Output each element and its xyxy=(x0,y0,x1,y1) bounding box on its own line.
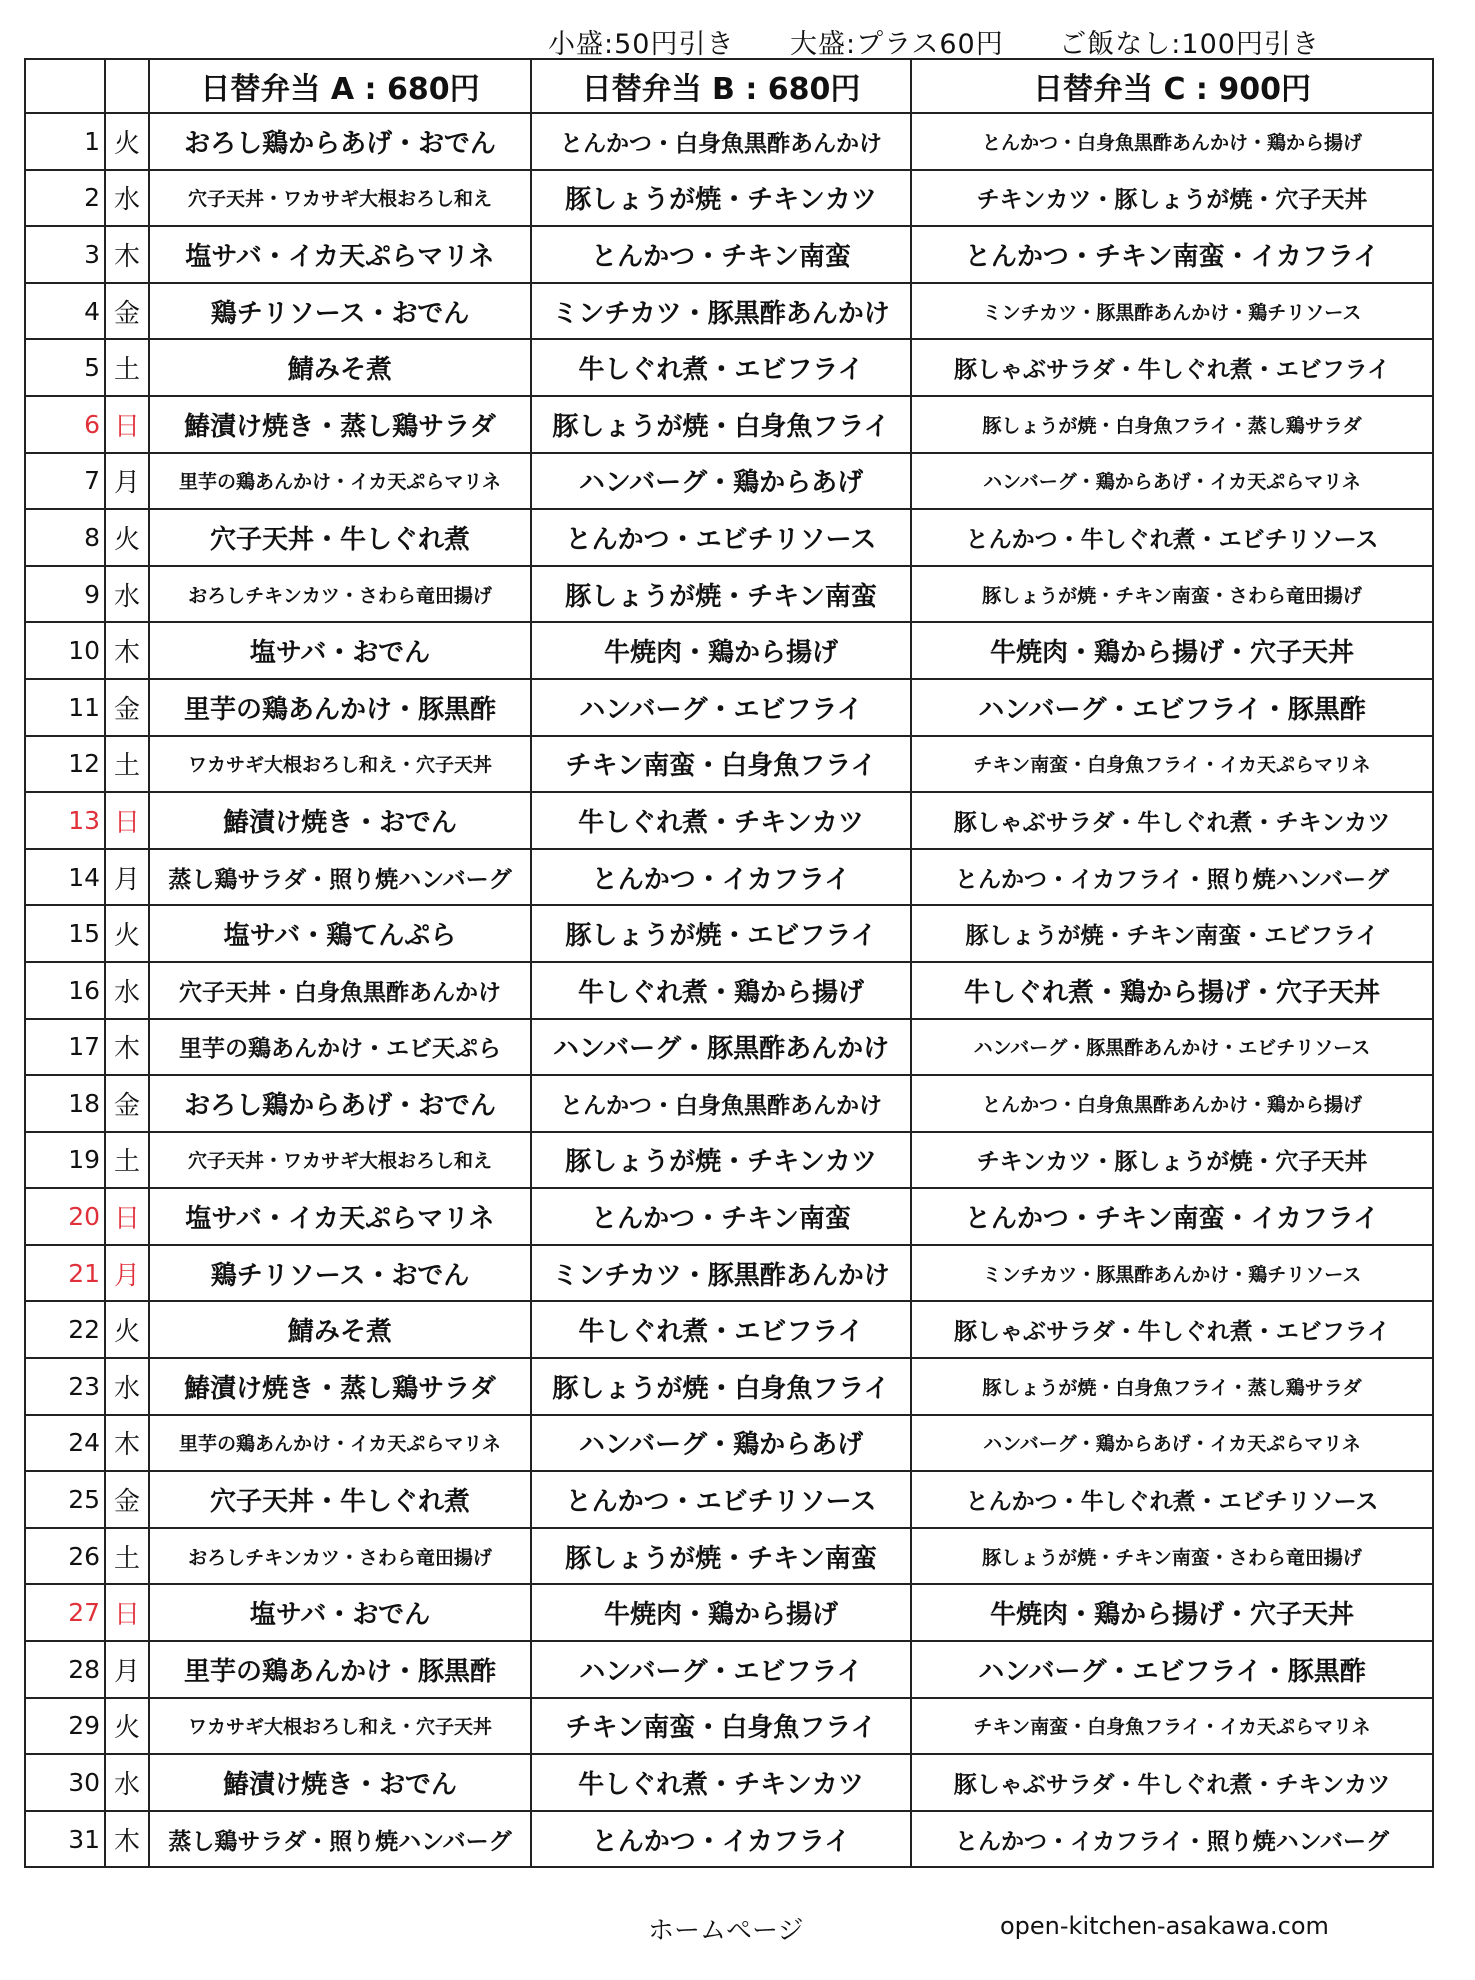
day-number: 29 xyxy=(25,1698,105,1755)
day-of-week: 土 xyxy=(105,339,149,396)
bento-b-menu: チキン南蛮・白身魚フライ xyxy=(531,736,911,793)
bento-c-menu: チキン南蛮・白身魚フライ・イカ天ぷらマリネ xyxy=(911,1698,1433,1755)
note-small: 小盛:50円引き xyxy=(548,29,735,60)
bento-a-menu: 里芋の鶏あんかけ・エビ天ぷら xyxy=(149,1019,531,1076)
bento-a-menu: 里芋の鶏あんかけ・豚黒酢 xyxy=(149,679,531,736)
bento-a-menu: おろし鶏からあげ・おでん xyxy=(149,113,531,170)
bento-a-menu: 鶏チリソース・おでん xyxy=(149,1245,531,1302)
bento-a-menu: 鰆漬け焼き・おでん xyxy=(149,1754,531,1811)
day-number: 25 xyxy=(25,1471,105,1528)
bento-c-menu: とんかつ・白身魚黒酢あんかけ・鶏から揚げ xyxy=(911,113,1433,170)
bento-a-menu: ワカサギ大根おろし和え・穴子天丼 xyxy=(149,736,531,793)
bento-a-menu: 鯖みそ煮 xyxy=(149,1301,531,1358)
bento-a-menu: 鰆漬け焼き・蒸し鶏サラダ xyxy=(149,1358,531,1415)
day-number: 21 xyxy=(25,1245,105,1302)
day-number: 14 xyxy=(25,849,105,906)
bento-a-menu: 鰆漬け焼き・蒸し鶏サラダ xyxy=(149,396,531,453)
day-of-week: 日 xyxy=(105,396,149,453)
bento-b-menu: ミンチカツ・豚黒酢あんかけ xyxy=(531,1245,911,1302)
table-row xyxy=(25,396,1433,453)
bento-a-menu: 穴子天丼・牛しぐれ煮 xyxy=(149,1471,531,1528)
day-of-week: 土 xyxy=(105,736,149,793)
day-number: 2 xyxy=(25,170,105,227)
bento-b-menu: 牛焼肉・鶏から揚げ xyxy=(531,1584,911,1641)
table-row xyxy=(25,1471,1433,1528)
bento-c-menu: 牛しぐれ煮・鶏から揚げ・穴子天丼 xyxy=(911,962,1433,1019)
day-number: 15 xyxy=(25,905,105,962)
day-of-week: 木 xyxy=(105,622,149,679)
bento-c-menu: 豚しゃぶサラダ・牛しぐれ煮・エビフライ xyxy=(911,339,1433,396)
bento-c-menu: 豚しょうが焼・チキン南蛮・さわら竜田揚げ xyxy=(911,1528,1433,1585)
bento-a-menu: 塩サバ・鶏てんぷら xyxy=(149,905,531,962)
bento-b-menu: 牛しぐれ煮・チキンカツ xyxy=(531,792,911,849)
footer-url[interactable]: open-kitchen-asakawa.com xyxy=(1000,1912,1329,1940)
table-row xyxy=(25,1528,1433,1585)
bento-c-menu: とんかつ・イカフライ・照り焼ハンバーグ xyxy=(911,849,1433,906)
bento-a-menu: 蒸し鶏サラダ・照り焼ハンバーグ xyxy=(149,849,531,906)
bento-a-menu: 穴子天丼・白身魚黒酢あんかけ xyxy=(149,962,531,1019)
table-row xyxy=(25,1584,1433,1641)
bento-a-menu: 塩サバ・おでん xyxy=(149,622,531,679)
bento-b-menu: とんかつ・白身魚黒酢あんかけ xyxy=(531,113,911,170)
bento-a-menu: 穴子天丼・ワカサギ大根おろし和え xyxy=(149,1132,531,1189)
bento-c-menu: とんかつ・チキン南蛮・イカフライ xyxy=(911,1188,1433,1245)
bento-a-menu: 蒸し鶏サラダ・照り焼ハンバーグ xyxy=(149,1811,531,1868)
bento-c-menu: とんかつ・牛しぐれ煮・エビチリソース xyxy=(911,509,1433,566)
table-row xyxy=(25,226,1433,283)
day-number: 10 xyxy=(25,622,105,679)
table-row xyxy=(25,566,1433,623)
table-row xyxy=(25,622,1433,679)
bento-c-menu: ハンバーグ・エビフライ・豚黒酢 xyxy=(911,1641,1433,1698)
day-of-week: 火 xyxy=(105,113,149,170)
day-number: 27 xyxy=(25,1584,105,1641)
bento-a-menu: 穴子天丼・ワカサギ大根おろし和え xyxy=(149,170,531,227)
bento-a-menu: 鶏チリソース・おでん xyxy=(149,283,531,340)
table-row xyxy=(25,453,1433,510)
table-row xyxy=(25,962,1433,1019)
bento-b-menu: とんかつ・エビチリソース xyxy=(531,1471,911,1528)
table-row xyxy=(25,1019,1433,1076)
day-of-week: 水 xyxy=(105,170,149,227)
day-number: 3 xyxy=(25,226,105,283)
bento-b-menu: とんかつ・エビチリソース xyxy=(531,509,911,566)
day-of-week: 月 xyxy=(105,1641,149,1698)
bento-c-menu: チキン南蛮・白身魚フライ・イカ天ぷらマリネ xyxy=(911,736,1433,793)
day-of-week: 木 xyxy=(105,226,149,283)
day-of-week: 月 xyxy=(105,453,149,510)
bento-c-menu: 豚しゃぶサラダ・牛しぐれ煮・エビフライ xyxy=(911,1301,1433,1358)
day-of-week: 水 xyxy=(105,962,149,1019)
day-of-week: 土 xyxy=(105,1132,149,1189)
day-number: 18 xyxy=(25,1075,105,1132)
bento-b-menu: 牛しぐれ煮・エビフライ xyxy=(531,339,911,396)
day-of-week: 日 xyxy=(105,1188,149,1245)
day-number: 20 xyxy=(25,1188,105,1245)
header-row xyxy=(25,59,1433,113)
day-number: 8 xyxy=(25,509,105,566)
bento-b-menu: 牛焼肉・鶏から揚げ xyxy=(531,622,911,679)
table-row xyxy=(25,339,1433,396)
bento-c-menu: とんかつ・白身魚黒酢あんかけ・鶏から揚げ xyxy=(911,1075,1433,1132)
bento-c-menu: 豚しょうが焼・チキン南蛮・エビフライ xyxy=(911,905,1433,962)
table-row xyxy=(25,1301,1433,1358)
bento-a-menu: 塩サバ・イカ天ぷらマリネ xyxy=(149,1188,531,1245)
table-row xyxy=(25,1245,1433,1302)
day-number: 30 xyxy=(25,1754,105,1811)
day-number: 24 xyxy=(25,1415,105,1472)
table-row xyxy=(25,849,1433,906)
day-number: 31 xyxy=(25,1811,105,1868)
bento-c-menu: ハンバーグ・鶏からあげ・イカ天ぷらマリネ xyxy=(911,1415,1433,1472)
bento-b-menu: とんかつ・チキン南蛮 xyxy=(531,226,911,283)
day-of-week: 火 xyxy=(105,1301,149,1358)
day-number: 28 xyxy=(25,1641,105,1698)
table-row xyxy=(25,509,1433,566)
day-number: 5 xyxy=(25,339,105,396)
bento-b-menu: 豚しょうが焼・エビフライ xyxy=(531,905,911,962)
day-of-week: 金 xyxy=(105,283,149,340)
day-of-week: 火 xyxy=(105,1698,149,1755)
bento-b-menu: 豚しょうが焼・チキンカツ xyxy=(531,170,911,227)
table-row xyxy=(25,1415,1433,1472)
bento-b-menu: ハンバーグ・鶏からあげ xyxy=(531,1415,911,1472)
day-of-week: 日 xyxy=(105,792,149,849)
bento-b-menu: 豚しょうが焼・チキン南蛮 xyxy=(531,1528,911,1585)
bento-a-menu: 塩サバ・おでん xyxy=(149,1584,531,1641)
bento-c-menu: 牛焼肉・鶏から揚げ・穴子天丼 xyxy=(911,622,1433,679)
bento-c-menu: チキンカツ・豚しょうが焼・穴子天丼 xyxy=(911,1132,1433,1189)
bento-b-menu: 豚しょうが焼・チキンカツ xyxy=(531,1132,911,1189)
bento-c-menu: チキンカツ・豚しょうが焼・穴子天丼 xyxy=(911,170,1433,227)
day-number: 19 xyxy=(25,1132,105,1189)
bento-c-menu: ハンバーグ・エビフライ・豚黒酢 xyxy=(911,679,1433,736)
bento-c-menu: 豚しょうが焼・チキン南蛮・さわら竜田揚げ xyxy=(911,566,1433,623)
price-notes xyxy=(548,22,1366,61)
table-row xyxy=(25,679,1433,736)
day-of-week: 木 xyxy=(105,1811,149,1868)
day-number: 22 xyxy=(25,1301,105,1358)
bento-b-menu: チキン南蛮・白身魚フライ xyxy=(531,1698,911,1755)
day-of-week: 土 xyxy=(105,1528,149,1585)
table-row xyxy=(25,1132,1433,1189)
header-bento-b: 日替弁当 B : 680円 xyxy=(531,59,911,113)
bento-c-menu: 豚しょうが焼・白身魚フライ・蒸し鶏サラダ xyxy=(911,1358,1433,1415)
day-of-week: 日 xyxy=(105,1584,149,1641)
table-row xyxy=(25,283,1433,340)
bento-b-menu: 豚しょうが焼・白身魚フライ xyxy=(531,1358,911,1415)
day-of-week: 金 xyxy=(105,1075,149,1132)
table-row xyxy=(25,1754,1433,1811)
day-number: 13 xyxy=(25,792,105,849)
day-of-week: 水 xyxy=(105,566,149,623)
header-dow xyxy=(105,59,149,113)
table-row xyxy=(25,170,1433,227)
day-number: 7 xyxy=(25,453,105,510)
bento-c-menu: とんかつ・チキン南蛮・イカフライ xyxy=(911,226,1433,283)
bento-b-menu: 豚しょうが焼・チキン南蛮 xyxy=(531,566,911,623)
bento-a-menu: 鰆漬け焼き・おでん xyxy=(149,792,531,849)
table-row xyxy=(25,1188,1433,1245)
day-number: 4 xyxy=(25,283,105,340)
bento-a-menu: 里芋の鶏あんかけ・イカ天ぷらマリネ xyxy=(149,453,531,510)
table-row xyxy=(25,113,1433,170)
table-row xyxy=(25,1641,1433,1698)
day-number: 1 xyxy=(25,113,105,170)
bento-c-menu: とんかつ・牛しぐれ煮・エビチリソース xyxy=(911,1471,1433,1528)
day-of-week: 木 xyxy=(105,1019,149,1076)
bento-a-menu: おろし鶏からあげ・おでん xyxy=(149,1075,531,1132)
bento-b-menu: とんかつ・イカフライ xyxy=(531,1811,911,1868)
bento-b-menu: ハンバーグ・豚黒酢あんかけ xyxy=(531,1019,911,1076)
table-row xyxy=(25,792,1433,849)
footer-homepage-label: ホームページ xyxy=(648,1916,804,1946)
note-no-rice: ご飯なし:100円引き xyxy=(1059,29,1320,60)
day-number: 17 xyxy=(25,1019,105,1076)
table-row xyxy=(25,1358,1433,1415)
bento-a-menu: ワカサギ大根おろし和え・穴子天丼 xyxy=(149,1698,531,1755)
bento-a-menu: おろしチキンカツ・さわら竜田揚げ xyxy=(149,566,531,623)
header-bento-a: 日替弁当 A : 680円 xyxy=(149,59,531,113)
bento-b-menu: とんかつ・イカフライ xyxy=(531,849,911,906)
bento-b-menu: ハンバーグ・エビフライ xyxy=(531,679,911,736)
table-row xyxy=(25,905,1433,962)
day-of-week: 水 xyxy=(105,1358,149,1415)
header-day xyxy=(25,59,105,113)
bento-c-menu: ミンチカツ・豚黒酢あんかけ・鶏チリソース xyxy=(911,1245,1433,1302)
bento-c-menu: 豚しゃぶサラダ・牛しぐれ煮・チキンカツ xyxy=(911,1754,1433,1811)
day-of-week: 火 xyxy=(105,905,149,962)
day-of-week: 金 xyxy=(105,679,149,736)
bento-b-menu: とんかつ・白身魚黒酢あんかけ xyxy=(531,1075,911,1132)
bento-a-menu: 里芋の鶏あんかけ・イカ天ぷらマリネ xyxy=(149,1415,531,1472)
bento-a-menu: 鯖みそ煮 xyxy=(149,339,531,396)
bento-a-menu: 塩サバ・イカ天ぷらマリネ xyxy=(149,226,531,283)
day-number: 12 xyxy=(25,736,105,793)
day-number: 26 xyxy=(25,1528,105,1585)
header-bento-c: 日替弁当 C : 900円 xyxy=(911,59,1433,113)
day-number: 16 xyxy=(25,962,105,1019)
bento-a-menu: 里芋の鶏あんかけ・豚黒酢 xyxy=(149,1641,531,1698)
day-of-week: 金 xyxy=(105,1471,149,1528)
day-number: 6 xyxy=(25,396,105,453)
day-number: 11 xyxy=(25,679,105,736)
bento-c-menu: 牛焼肉・鶏から揚げ・穴子天丼 xyxy=(911,1584,1433,1641)
day-of-week: 木 xyxy=(105,1415,149,1472)
day-of-week: 水 xyxy=(105,1754,149,1811)
table-row xyxy=(25,1811,1433,1868)
bento-b-menu: 牛しぐれ煮・チキンカツ xyxy=(531,1754,911,1811)
bento-c-menu: 豚しゃぶサラダ・牛しぐれ煮・チキンカツ xyxy=(911,792,1433,849)
bento-c-menu: ハンバーグ・豚黒酢あんかけ・エビチリソース xyxy=(911,1019,1433,1076)
table-row xyxy=(25,1075,1433,1132)
menu-table xyxy=(24,58,1434,1868)
bento-b-menu: ハンバーグ・鶏からあげ xyxy=(531,453,911,510)
bento-b-menu: ミンチカツ・豚黒酢あんかけ xyxy=(531,283,911,340)
bento-a-menu: 穴子天丼・牛しぐれ煮 xyxy=(149,509,531,566)
day-of-week: 月 xyxy=(105,849,149,906)
bento-a-menu: おろしチキンカツ・さわら竜田揚げ xyxy=(149,1528,531,1585)
bento-c-menu: 豚しょうが焼・白身魚フライ・蒸し鶏サラダ xyxy=(911,396,1433,453)
bento-b-menu: 牛しぐれ煮・鶏から揚げ xyxy=(531,962,911,1019)
bento-b-menu: 豚しょうが焼・白身魚フライ xyxy=(531,396,911,453)
bento-c-menu: とんかつ・イカフライ・照り焼ハンバーグ xyxy=(911,1811,1433,1868)
day-of-week: 月 xyxy=(105,1245,149,1302)
day-number: 9 xyxy=(25,566,105,623)
bento-b-menu: ハンバーグ・エビフライ xyxy=(531,1641,911,1698)
day-number: 23 xyxy=(25,1358,105,1415)
note-large: 大盛:プラス60円 xyxy=(790,29,1004,60)
table-row xyxy=(25,1698,1433,1755)
bento-c-menu: ミンチカツ・豚黒酢あんかけ・鶏チリソース xyxy=(911,283,1433,340)
bento-b-menu: とんかつ・チキン南蛮 xyxy=(531,1188,911,1245)
bento-c-menu: ハンバーグ・鶏からあげ・イカ天ぷらマリネ xyxy=(911,453,1433,510)
day-of-week: 火 xyxy=(105,509,149,566)
table-row xyxy=(25,736,1433,793)
bento-b-menu: 牛しぐれ煮・エビフライ xyxy=(531,1301,911,1358)
